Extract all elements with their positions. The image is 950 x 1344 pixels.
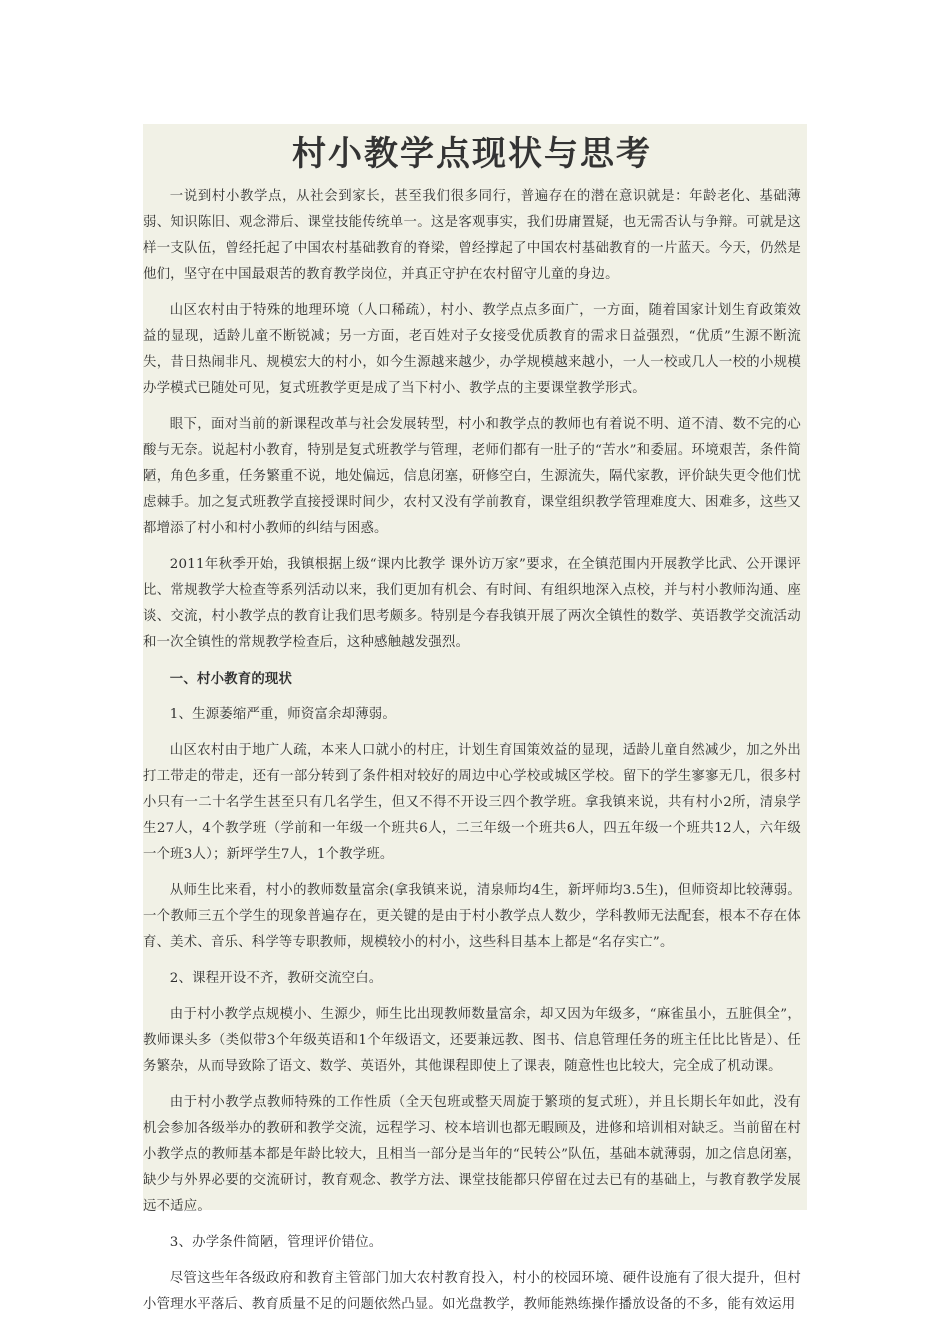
article-panel: [143, 124, 807, 1312]
paragraph-activities: 2011年秋季开始，我镇根据上级“课内比教学 课外访万家”要求，在全镇范围内开展教学比武、公开课评比、常规教学大检查等系列活动以来，我们更加有机会、有时间、有组织地深入点校，并与村小教师沟通、座谈、交流，村小教学点的教育让我们思考颇多。特别是今春我镇开展了两次全镇性的数学、英语教学交流活动和一次全镇性的常规教学检查后，这种感触越发强烈。: [143, 557, 801, 650]
subheading-3: 3、办学条件简陋，管理评价错位。: [169, 1235, 383, 1250]
paragraph-training: 由于村小教学点教师特殊的工作性质（全天包班或整天周旋于繁琐的复式班），并且长期长年如此，没有机会参加各级举办的教研和教学交流，远程学习、校本培训也都无暇顾及，进修和培训相对缺乏。当前留在村小教学点的教师基本都是年龄比较大，且相当一部分是当年的“民转公”队伍，基础本就薄弱，加之信息闭塞，缺少与外界必要的交流研讨，教育观念、教学方法、课堂技能都只停留在过去已有的基础上，与教育教学发展远不适应。: [143, 1095, 801, 1214]
subheading-1: 1、生源萎缩严重，师资富余却薄弱。: [169, 707, 396, 722]
article-body: [143, 184, 801, 1318]
paragraph-difficulties: 眼下，面对当前的新课程改革与社会发展转型，村小和教学点的教师也有着说不明、道不清、数不完的心酸与无奈。说起村小教育，特别是复式班教学与管理，老师们都有一肚子的“苦水”和委屈。环境艰苦，条件简陋，角色多重，任务繁重不说，地处偏远，信息闭塞，研修空白，生源流失，隔代家教，评价缺失更令他们忧虑棘手。加之复式班教学直接授课时间少，农村又没有学前教育，课堂组织教学管理难度大、困难多，这些又都增添了村小和村小教师的纠结与困惑。: [143, 417, 801, 536]
subheading-2: 2、课程开设不齐，教研交流空白。: [169, 971, 383, 986]
paragraph-enrollment: 山区农村由于地广人疏，本来人口就小的村庄，计划生育国策效益的显现，适龄儿童自然减少，加之外出打工带走的带走，还有一部分转到了条件相对较好的周边中心学校或城区学校。留下的学生寥寥无几，很多村小只有一二十名学生甚至只有几名学生，但又不得不开设三四个教学班。拿我镇来说，共有村小2所，清泉学生27人，4个教学班（学前和一年级一个班共6人，二三年级一个班共6人，四五年级一个班共12人，六年级一个班3人）；新坪学生7人，1个教学班。: [143, 743, 801, 862]
paragraph-conditions: 尽管这些年各级政府和教育主管部门加大农村教育投入，村小的校园环境、硬件设施有了很大提升，但村小管理水平落后、教育质量不足的问题依然凸显。如光盘教学，教师能熟练操作播放设备的不多，能有效运用: [143, 1271, 801, 1312]
paragraph-teacher-ratio: 从师生比来看，村小的教师数量富余(拿我镇来说，清泉师均4生，新坪师均3.5生)，但师资却比较薄弱。一个教师三五个学生的现象普遍存在，更关键的是由于村小教学点人数少，学科教师无法配套，根本不存在体育、美术、音乐、科学等专职教师，规模较小的村小，这些科目基本上都是“名存实亡”。: [143, 883, 801, 950]
paragraph-background: 山区农村由于特殊的地理环境（人口稀疏），村小、教学点点多面广，一方面，随着国家计划生育政策效益的显现，适龄儿童不断锐减；另一方面，老百姓对子女接受优质教育的需求日益强烈，“优质”生源不断流失，昔日热闹非凡、规模宏大的村小，如今生源越来越少，办学规模越来越小，一人一校或几人一校的小规模办学模式已随处可见，复式班教学更是成了当下村小、教学点的主要课堂教学形式。: [143, 303, 801, 396]
paragraph-curriculum: 由于村小教学点规模小、生源少，师生比出现教师数量富余，却又因为年级多，“麻雀虽小，五脏俱全”，教师课头多（类似带3个年级英语和1个年级语文，还要兼远教、图书、信息管理任务的班主任比比皆是）、任务繁杂，从而导致除了语文、数学、英语外，其他课程即使上了课表，随意性也比较大，完全成了机动课。: [143, 1007, 801, 1074]
document-title: 村小教学点现状与思考: [292, 134, 652, 174]
paragraph-intro: 一说到村小教学点，从社会到家长，甚至我们很多同行，普遍存在的潜在意识就是：年龄老化、基础薄弱、知识陈旧、观念滞后、课堂技能传统单一。这是客观事实，我们毋庸置疑，也无需否认与争辩。可就是这样一支队伍，曾经托起了中国农村基础教育的脊梁，曾经撑起了中国农村基础教育的一片蓝天。今天，仍然是他们，坚守在中国最艰苦的教育教学岗位，并真正守护在农村留守儿童的身边。: [143, 189, 801, 282]
section-heading: 一、村小教育的现状: [169, 671, 293, 687]
